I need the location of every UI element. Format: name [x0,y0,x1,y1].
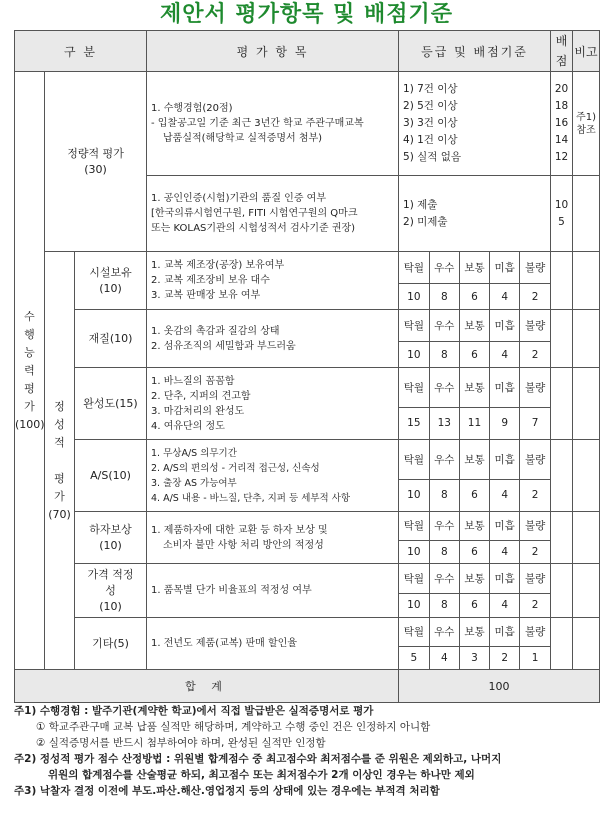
criterion-label: 하자보상 (10) [75,512,147,564]
total-row [15,670,600,703]
grade-scale: 탁월 우수 보통 미흡 불량 10 8 6 4 2 [399,564,551,618]
grade-scale: 탁월 우수 보통 미흡 불량 5 4 3 2 1 [399,618,551,670]
table-row [15,618,600,670]
table-row [15,252,600,310]
criterion-items: 1. 무상A/S 의무기간 2. A/S의 편의성 - 거리적 접근성, 신속성 3. 출장 AS 가능여부 4. A/S 내용 - 바느질, 단추, 지퍼 등 세부적 사항 [147,440,399,512]
criterion-items: 1. 바느질의 꼼꼼함 2. 단추, 지퍼의 견고함 3. 마감처리의 완성도 4. 여유단의 정도 [147,368,399,440]
header-row [15,31,600,72]
document-title: 제안서 평가항목 및 배점기준 [159,2,453,27]
criterion-label: A/S(10) [75,440,147,512]
table-row [15,368,600,440]
capability-label: 수 행 능 력 평 가 (100) [15,72,45,670]
total-label: 합 계 [15,670,399,703]
header-grading: 등급 및 배점기준 [399,31,551,72]
grade-scale: 탁월 우수 보통 미흡 불량 10 8 6 4 2 [399,512,551,564]
header-score: 배점 [551,31,573,72]
table-row [15,512,600,564]
criterion-label: 완성도(15) [75,368,147,440]
experience-items: 1. 수행경험(20점) - 입찰공고일 기준 최근 3년간 학교 주관구매교복 납품실적(해당학교 실적증명서 첨부) [147,72,399,176]
footnote-1b: ② 실적증명서를 반드시 첨부하여야 하며, 완성된 실적만 인정함 [36,737,326,749]
criterion-label: 기타(5) [75,618,147,670]
header-category: 구 분 [15,31,147,72]
experience-points: 20 18 16 14 12 [551,72,573,176]
criterion-items: 1. 전년도 제품(교복) 판매 할인율 [147,618,399,670]
criterion-items: 1. 교복 제조장(공장) 보유여부 2. 교복 제조장비 보유 대수 3. 교복 판매장 보유 여부 [147,252,399,310]
quantitative-label: 정량적 평가 (30) [45,72,147,252]
footnote-2-cont: 위원의 합계점수를 산술평균 하되, 최고점수 또는 최저점수가 2개 이상인 경우는 하나만 제외 [48,769,475,781]
certification-points: 10 5 [551,176,573,252]
footnote-1: 주1) 수행경험 : 발주기관(계약한 학교)에서 직접 발급받은 실적증명서로 평가 [14,705,374,717]
table-row [15,72,600,176]
criterion-items: 1. 품목별 단가 비율표의 적정성 여부 [147,564,399,618]
criterion-items: 1. 제품하자에 대한 교환 등 하자 보상 및 소비자 불만 사항 처리 방안의 적정성 [147,512,399,564]
footnote-1a: ① 학교주관구매 교복 납품 실적만 해당하며, 계약하고 수행 중인 건은 인정하지 아니함 [36,721,431,733]
certification-grades: 1) 제출 2) 미제출 [399,176,551,252]
grade-scale: 탁월 우수 보통 미흡 불량 10 8 6 4 2 [399,440,551,512]
grade-scale: 탁월 우수 보통 미흡 불량 10 8 6 4 2 [399,310,551,368]
header-items: 평 가 항 목 [147,31,399,72]
criterion-items: 1. 옷감의 촉감과 질감의 상태 2. 섬유조직의 세밀함과 부드러움 [147,310,399,368]
total-value: 100 [399,670,600,703]
footnote-3: 주3) 낙찰자 결정 이전에 부도.파산.해산.영업정지 등의 상태에 있는 경우에는 부적격 처리함 [14,785,440,797]
footnote-2: 주2) 정성적 평가 점수 산정방법 : 위원별 합계점수 중 최고점수와 최저점수를 준 위원은 제외하고, 나머지 [14,753,502,765]
table-row [15,440,600,512]
experience-remark: 주1) 참조 [573,72,600,176]
criterion-label: 재질(10) [75,310,147,368]
experience-grades: 1) 7건 이상 2) 5건 이상 3) 3건 이상 4) 1건 이상 5) 실적 없음 [399,72,551,176]
footnotes [14,703,604,799]
table-row [15,310,600,368]
certification-items: 1. 공인인증(시험)기관의 품질 인증 여부 [한국의류시험연구원, FITI 시험연구원의 Q마크 또는 KOLAS기관의 시험성적서 검사기준 권장) [147,176,399,252]
qualitative-label: 정 성 적 평 가 (70) [45,252,75,670]
evaluation-table [14,30,600,703]
header-remarks: 비고 [573,31,600,72]
criterion-label: 시설보유 (10) [75,252,147,310]
table-row [15,564,600,618]
grade-scale: 탁월 우수 보통 미흡 불량 10 8 6 4 2 [399,252,551,310]
grade-scale: 탁월 우수 보통 미흡 불량 15 13 11 9 7 [399,368,551,440]
criterion-label: 가격 적정성 (10) [75,564,147,618]
